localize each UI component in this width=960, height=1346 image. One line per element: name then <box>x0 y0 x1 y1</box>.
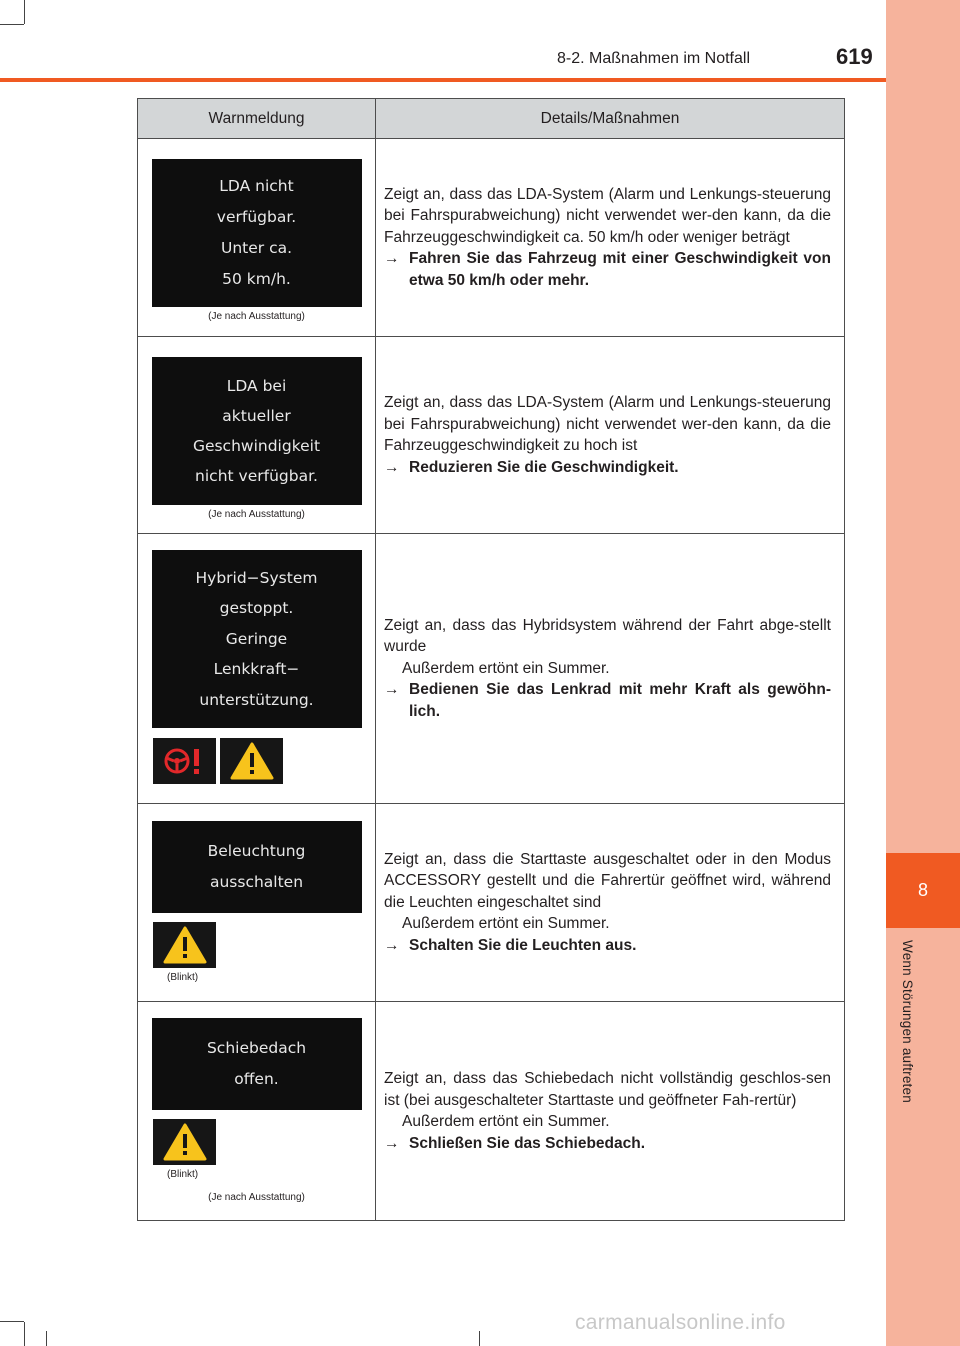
blink-note: (Blinkt) <box>167 1169 199 1180</box>
arrow-icon: → <box>384 250 400 268</box>
warning-triangle-icon <box>220 738 283 784</box>
display-line: 50 km/h. <box>222 270 291 288</box>
display-message <box>152 821 362 913</box>
table-row <box>138 139 845 337</box>
display-line: Unter ca. <box>220 239 293 257</box>
display-message <box>152 357 362 505</box>
action-text: Schließen Sie das Schiebedach. <box>409 1134 646 1152</box>
arrow-icon: → <box>384 681 400 699</box>
description: Zeigt an, dass die Starttaste ausgeschaltet oder in den Modus ACCESSORY gestellt und die Fahrertür geöffnet wird, während die Leuchten eingeschaltet sind <box>384 850 831 911</box>
warning-cell <box>138 1002 376 1221</box>
warning-cell <box>138 139 376 337</box>
action <box>384 679 831 722</box>
display-line: Geringe <box>225 629 288 648</box>
warning-cell <box>138 804 376 1002</box>
display-message <box>152 1018 362 1110</box>
display-line: Beleuchtung <box>207 842 306 860</box>
crop-mark <box>24 0 25 24</box>
description: Zeigt an, dass das LDA-System (Alarm und Lenkungs-steuerung bei Fahrspurabweichung) nicht verwendet wer-den kann, da die Fahrzeuggeschwindigkeit zu hoch ist <box>384 394 831 454</box>
display-line: ausschalten <box>209 873 304 891</box>
action <box>384 248 831 291</box>
details-cell <box>376 534 845 804</box>
crop-mark <box>0 24 24 25</box>
details-cell <box>376 337 845 534</box>
table-row <box>138 804 845 1002</box>
display-line: verfügbar. <box>216 208 297 226</box>
crop-mark <box>0 1321 24 1322</box>
description: Zeigt an, dass das Hybridsystem während der Fahrt abge-stellt wurde <box>384 616 831 656</box>
display-line: Lenkkraft− <box>213 660 300 679</box>
display-message <box>152 550 362 728</box>
page-number: 619 <box>836 44 873 69</box>
action <box>384 935 831 957</box>
action-text: Schalten Sie die Leuchten aus. <box>409 936 637 954</box>
steering-warning-icon <box>153 738 216 784</box>
warning-message-table <box>137 98 845 1221</box>
column-header-details: Details/Maßnahmen <box>376 99 845 139</box>
display-line: unterstützung. <box>199 690 314 709</box>
indicator-icons <box>153 1119 375 1165</box>
display-line: Schiebedach <box>206 1039 307 1057</box>
additional-info: Außerdem ertönt ein Summer. <box>402 659 610 677</box>
warning-cell <box>138 534 376 804</box>
watermark: carmanualsonline.info <box>575 1311 786 1334</box>
action-text: Bedienen Sie das Lenkrad mit mehr Kraft als gewöhn-lich. <box>409 681 831 720</box>
column-header-warning: Warnmeldung <box>138 99 376 139</box>
warning-triangle-icon <box>153 922 216 968</box>
table-row <box>138 534 845 804</box>
crop-mark <box>24 1322 25 1346</box>
crop-mark <box>479 1331 480 1346</box>
warning-triangle-icon <box>153 1119 216 1165</box>
description: Zeigt an, dass das Schiebedach nicht vollständig geschlos-sen ist (bei ausgeschalteter Starttaste und geöffneter Fah-rertür) <box>384 1070 831 1109</box>
table-row <box>138 1002 845 1221</box>
details-cell <box>376 139 845 337</box>
display-message <box>152 159 362 307</box>
display-line: LDA nicht <box>219 177 294 195</box>
section-title: 8-2. Maßnahmen im Notfall <box>557 50 750 67</box>
equipment-note: (Je nach Ausstattung) <box>208 508 305 520</box>
details-cell <box>376 804 845 1002</box>
display-line: LDA bei <box>226 376 287 395</box>
action-text: Reduzieren Sie die Geschwindigkeit. <box>409 458 679 476</box>
arrow-icon: → <box>384 936 400 954</box>
table-row <box>138 337 845 534</box>
display-line: Geschwindigkeit <box>192 436 321 455</box>
details-cell <box>376 1002 845 1221</box>
header-rule <box>0 78 886 82</box>
crop-mark <box>46 1331 47 1346</box>
additional-info: Außerdem ertönt ein Summer. <box>402 1113 610 1130</box>
indicator-icons <box>153 922 375 968</box>
chapter-number-tab[interactable]: 8 <box>886 853 960 928</box>
action <box>384 1133 831 1155</box>
arrow-icon: → <box>384 1134 400 1152</box>
display-line: offen. <box>234 1070 279 1088</box>
action-text: Fahren Sie das Fahrzeug mit einer Geschwindigkeit von etwa 50 km/h oder mehr. <box>409 250 831 289</box>
chapter-title: Wenn Störungen auftreten <box>900 940 915 1103</box>
display-line: aktueller <box>222 406 291 425</box>
display-line: Hybrid−System <box>195 568 318 587</box>
equipment-note: (Je nach Ausstattung) <box>208 311 305 322</box>
additional-info: Außerdem ertönt ein Summer. <box>402 915 610 933</box>
indicator-icons <box>153 738 375 784</box>
arrow-icon: → <box>384 458 400 476</box>
display-line: nicht verfügbar. <box>195 466 318 485</box>
warning-cell <box>138 337 376 534</box>
equipment-note: (Je nach Ausstattung) <box>208 1192 305 1203</box>
blink-note: (Blinkt) <box>167 972 199 983</box>
table-header-row <box>138 99 845 139</box>
display-line: gestoppt. <box>219 599 294 618</box>
description: Zeigt an, dass das LDA-System (Alarm und Lenkungs-steuerung bei Fahrspurabweichung) nicht verwendet wer-den kann, da die Fahrzeuggeschwindigkeit ca. 50 km/h oder weniger beträgt <box>384 185 831 246</box>
action <box>384 457 831 479</box>
